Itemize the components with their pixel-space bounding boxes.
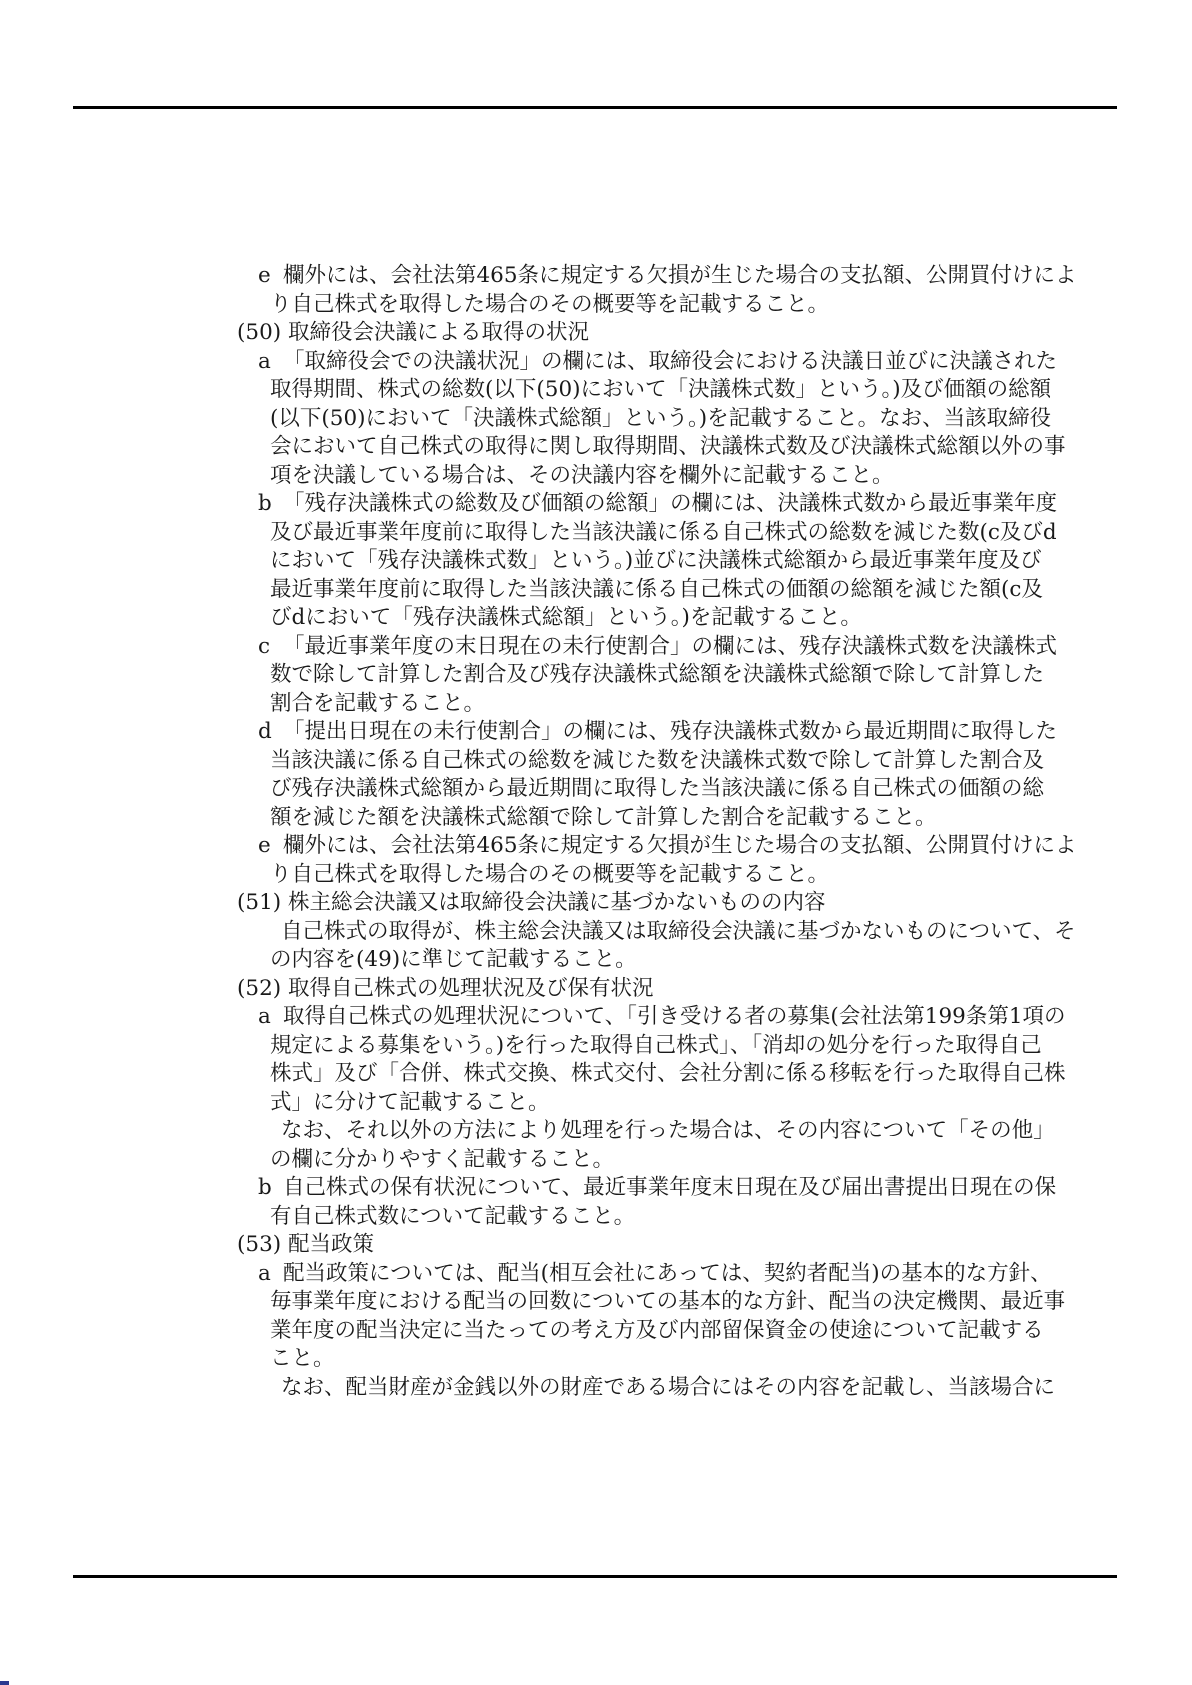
- line-text: 欄外には、会社法第465条に規定する欠損が生じた場合の支払額、公開買付けによ: [283, 833, 1077, 858]
- list-marker: c: [258, 633, 271, 659]
- text-line: [0, 775, 1192, 804]
- list-marker: d: [258, 719, 272, 744]
- line-text: 欄外には、会社法第465条に規定する欠損が生じた場合の支払額、公開買付けによ: [283, 263, 1077, 288]
- text-line: [0, 1288, 1192, 1317]
- text-line: [0, 946, 1192, 975]
- text-line: [0, 633, 1192, 662]
- text-line: [0, 1345, 1192, 1374]
- text-line: [0, 348, 1192, 377]
- text-line: [0, 462, 1192, 491]
- top-rule: [73, 106, 1117, 109]
- line-text: 最近事業年度前に取得した当該決議に係る自己株式の価額の総額を減じた額(c及: [270, 576, 1043, 602]
- text-line: [0, 1374, 1192, 1403]
- line-text: なお、配当財産が金銭以外の財産である場合にはその内容を記載し、当該場合に: [281, 1374, 1056, 1400]
- text-line: [0, 661, 1192, 690]
- line-text: 配当政策については、配当(相互会社にあっては、契約者配当)の基本的な方針、: [283, 1260, 1052, 1286]
- line-text: 数で除して計算した割合及び残存決議株式総額を決議株式総額で除して計算した: [270, 662, 1045, 687]
- line-text: 式」に分けて記載すること。: [270, 1089, 550, 1115]
- bottom-rule: [73, 1575, 1117, 1578]
- line-text: 「最近事業年度の末日現在の未行使割合」の欄には、残存決議株式数を決議株式: [283, 633, 1058, 659]
- line-text: 割合を記載すること。: [270, 690, 486, 716]
- document-text-block: [0, 262, 1192, 1402]
- text-line: [0, 576, 1192, 605]
- text-line: [0, 519, 1192, 548]
- line-text: において「残存決議株式数」という。)並びに決議株式総額から最近事業年度及び: [270, 548, 1042, 573]
- text-line: [0, 918, 1192, 947]
- line-text: 及び最近事業年度前に取得した当該決議に係る自己株式の総数を減じた数(c及びd: [270, 519, 1057, 545]
- text-line: [0, 1117, 1192, 1146]
- text-line: [0, 405, 1192, 434]
- line-text: 株式」及び「合併、株式交換、株式交付、会社分割に係る移転を行った取得自己株: [270, 1061, 1066, 1086]
- line-text: 「残存決議株式の総数及び価額の総額」の欄には、決議株式数から最近事業年度: [283, 491, 1058, 516]
- text-line: [0, 804, 1192, 833]
- list-marker: e: [258, 833, 271, 858]
- line-text: 毎事業年度における配当の回数についての基本的な方針、配当の決定機関、最近事: [270, 1289, 1066, 1314]
- line-text: 自己株式の取得が、株主総会決議又は取締役会決議に基づかないものについて、そ: [281, 918, 1076, 944]
- text-line: [0, 718, 1192, 747]
- list-marker: a: [258, 1004, 271, 1029]
- line-text: 額を減じた額を決議株式総額で除して計算した割合を記載すること。: [270, 804, 937, 830]
- item-number: (53): [237, 1232, 282, 1257]
- line-text: び残存決議株式総額から最近期間に取得した当該決議に係る自己株式の価額の総: [270, 776, 1045, 801]
- list-marker: b: [258, 1175, 272, 1200]
- item-number: (50): [237, 320, 282, 345]
- line-text: 当該決議に係る自己株式の総数を減じた数を決議株式数で除して計算した割合及: [270, 747, 1045, 773]
- item-number: (52): [237, 975, 282, 1001]
- line-text: 会において自己株式の取得に関し取得期間、決議株式数及び決議株式総額以外の事: [270, 434, 1066, 459]
- text-line: [0, 1231, 1192, 1260]
- text-line: [0, 1203, 1192, 1232]
- text-line: [0, 1003, 1192, 1032]
- text-line: [0, 547, 1192, 576]
- text-line: [0, 747, 1192, 776]
- line-text: 「提出日現在の未行使割合」の欄には、残存決議株式数から最近期間に取得した: [283, 719, 1058, 744]
- text-line: [0, 490, 1192, 519]
- text-line: [0, 262, 1192, 291]
- line-text: 取得自己株式の処理状況について、「引き受ける者の募集(会社法第199条第1項の: [283, 1004, 1066, 1029]
- text-line: [0, 1032, 1192, 1061]
- text-line: [0, 861, 1192, 890]
- line-text: 取得期間、株式の総数(以下(50)において「決議株式数」という。)及び価額の総額: [270, 377, 1052, 402]
- line-text: びdにおいて「残存決議株式総額」という。)を記載すること。: [270, 605, 862, 630]
- text-line: [0, 1060, 1192, 1089]
- line-text: り自己株式を取得した場合のその概要等を記載すること。: [270, 861, 830, 887]
- line-text: なお、それ以外の方法により処理を行った場合は、その内容について「その他」: [281, 1118, 1055, 1143]
- text-line: [0, 291, 1192, 320]
- line-text: 有自己株式数について記載すること。: [270, 1203, 636, 1229]
- text-line: [0, 889, 1192, 918]
- text-line: [0, 433, 1192, 462]
- line-text: 配当政策: [288, 1232, 375, 1257]
- line-text: 「取締役会での決議状況」の欄には、取締役会における決議日並びに決議された: [283, 348, 1058, 374]
- text-line: [0, 604, 1192, 633]
- text-line: [0, 1317, 1192, 1346]
- text-line: [0, 1146, 1192, 1175]
- line-text: 取得自己株式の処理状況及び保有状況: [288, 975, 654, 1001]
- line-text: り自己株式を取得した場合のその概要等を記載すること。: [270, 291, 830, 317]
- item-number: (51): [237, 890, 282, 915]
- text-line: [0, 1089, 1192, 1118]
- line-text: こと。: [270, 1346, 335, 1371]
- line-text: 株主総会決議又は取締役会決議に基づかないものの内容: [288, 890, 826, 915]
- list-marker: a: [258, 348, 271, 374]
- text-line: [0, 975, 1192, 1004]
- text-line: [0, 690, 1192, 719]
- list-marker: a: [258, 1260, 271, 1286]
- line-text: 取締役会決議による取得の状況: [288, 320, 590, 345]
- line-text: の欄に分かりやすく記載すること。: [270, 1146, 615, 1172]
- line-text: 自己株式の保有状況について、最近事業年度末日現在及び届出書提出日現在の保: [283, 1175, 1057, 1200]
- text-line: [0, 376, 1192, 405]
- scan-artifact: [0, 1681, 9, 1685]
- text-line: [0, 1260, 1192, 1289]
- text-line: [0, 319, 1192, 348]
- line-text: 規定による募集をいう。)を行った取得自己株式」、「消却の処分を行った取得自己: [270, 1032, 1042, 1058]
- list-marker: b: [258, 491, 272, 516]
- line-text: (以下(50)において「決議株式総額」という。)を記載すること。なお、当該取締役: [270, 405, 1052, 431]
- line-text: 業年度の配当決定に当たっての考え方及び内部留保資金の使途について記載する: [270, 1317, 1044, 1343]
- line-text: 項を決議している場合は、その決議内容を欄外に記載すること。: [270, 462, 894, 488]
- text-line: [0, 832, 1192, 861]
- line-text: の内容を(49)に準じて記載すること。: [270, 947, 637, 972]
- text-line: [0, 1174, 1192, 1203]
- list-marker: e: [258, 263, 271, 288]
